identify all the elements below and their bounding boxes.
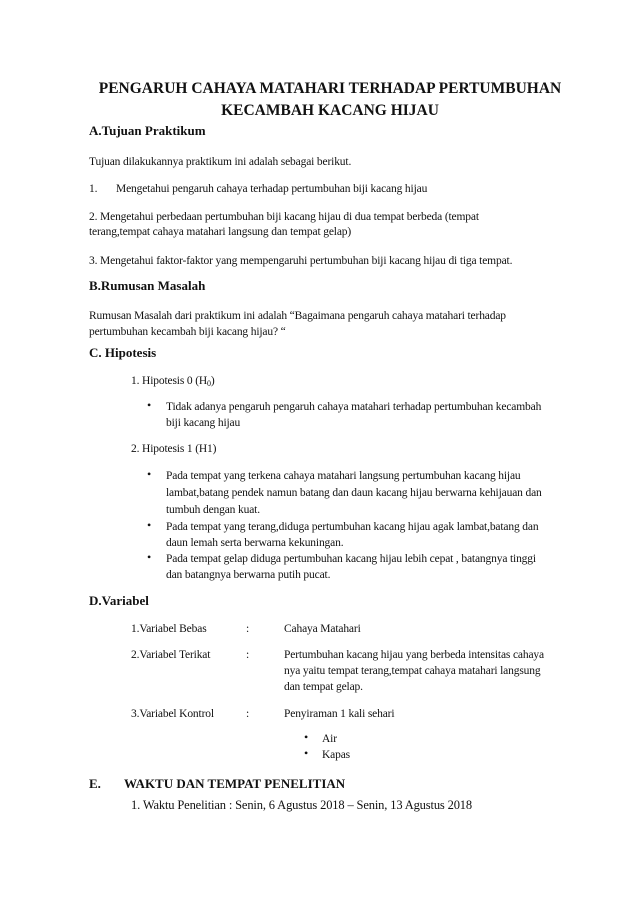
variabel-kontrol-colon: : [246, 708, 250, 720]
variabel-terikat-line3: dan tempat gelap. [284, 681, 363, 693]
waktu-item1: 1. Waktu Penelitian : Senin, 6 Agustus 2018 – Senin, 13 Agustus 2018 [131, 798, 473, 812]
hipotesis-h1-label: 2. Hipotesis 1 (H1) [131, 443, 217, 455]
variabel-terikat-line2: nya yaitu tempat terang,tempat cahaya matahari langsung [284, 665, 541, 677]
section-heading-hipotesis: C. Hipotesis [89, 345, 157, 360]
hipotesis-h0-label: 1. Hipotesis 0 $(H_0)$ [131, 375, 215, 388]
section-heading-rumusan: B.Rumusan Masalah [89, 278, 206, 293]
tujuan-item2-line2: terang,tempat cahaya matahari langsung dan tempat gelap) [89, 226, 352, 238]
rumusan-line1: Rumusan Masalah dari praktikum ini adalah “Bagaimana pengaruh cahaya matahari terhadap [89, 310, 506, 322]
h1-bullet1-line2: lambat,batang pendek namun batang dan daun kacang hijau berwarna kehijauan dan [166, 487, 542, 499]
h1-bullet2-line1: Pada tempat yang terang,diduga pertumbuhan kacang hijau agak lambat,batang dan [166, 521, 539, 533]
variabel-bebas-colon: : [246, 623, 250, 635]
kontrol-bullet-kapas: Kapas [322, 749, 350, 761]
h1-bullet2-line2: daun lemah serta berwarna kekuningan. [166, 537, 344, 549]
h1-bullet3-line2: dan batangnya berwarna putih pucat. [166, 569, 331, 581]
bullet-icon: • [147, 550, 152, 564]
bullet-icon: • [147, 467, 152, 481]
h0-bullet1-line2: biji kacang hijau [166, 417, 241, 429]
document-title-line1: PENGARUH CAHAYA MATAHARI TERHADAP PERTUMBUHAN [98, 80, 562, 97]
section-heading-tujuan: A.Tujuan Praktikum [89, 123, 206, 138]
tujuan-intro: Tujuan dilakukannya praktikum ini adalah sebagai berikut. [89, 156, 352, 168]
tujuan-item2-line1: 2. Mengetahui perbedaan pertumbuhan biji kacang hijau di dua tempat berbeda (tempat [89, 211, 479, 223]
h1-bullet1-line3: tumbuh dengan kuat. [166, 504, 260, 516]
bullet-icon: • [147, 398, 152, 412]
document-title-line2: KECAMBAH KACANG HIJAU [221, 102, 439, 119]
bullet-icon: • [304, 746, 309, 760]
variabel-kontrol-label: 3.Variabel Kontrol [131, 708, 214, 720]
variabel-terikat-line1: Pertumbuhan kacang hijau yang berbeda intensitas cahaya [284, 649, 544, 661]
tujuan-item3: 3. Mengetahui faktor-faktor yang mempengaruhi pertumbuhan biji kacang hijau di tiga tempat. [89, 255, 513, 267]
bullet-icon: • [304, 730, 309, 744]
kontrol-bullet-air: Air [322, 733, 337, 745]
h0-bullet1-line1: Tidak adanya pengaruh pengaruh cahaya matahari terhadap pertumbuhan kecambah [166, 401, 542, 413]
variabel-terikat-colon: : [246, 649, 250, 661]
h1-bullet3-line1: Pada tempat gelap diduga pertumbuhan kacang hijau lebih cepat , batangnya tinggi [166, 553, 536, 565]
variabel-bebas-label: 1.Variabel Bebas [131, 623, 207, 635]
h1-bullet1-line1: Pada tempat yang terkena cahaya matahari langsung pertumbuhan kacang hijau [166, 470, 521, 482]
bullet-icon: • [147, 518, 152, 532]
section-heading-variabel: D.Variabel [89, 593, 149, 608]
variabel-kontrol-value: Penyiraman 1 kali sehari [284, 708, 395, 720]
variabel-terikat-label: 2.Variabel Terikat [131, 649, 211, 661]
section-heading-waktu: WAKTU DAN TEMPAT PENELITIAN [124, 776, 346, 791]
tujuan-item1-number: 1. [89, 183, 98, 195]
variabel-bebas-value: Cahaya Matahari [284, 623, 361, 635]
section-heading-waktu-number: E. [89, 776, 101, 791]
tujuan-item1: Mengetahui pengaruh cahaya terhadap pertumbuhan biji kacang hijau [116, 183, 428, 195]
rumusan-line2: pertumbuhan kecambah biji kacang hijau? “ [89, 326, 286, 338]
